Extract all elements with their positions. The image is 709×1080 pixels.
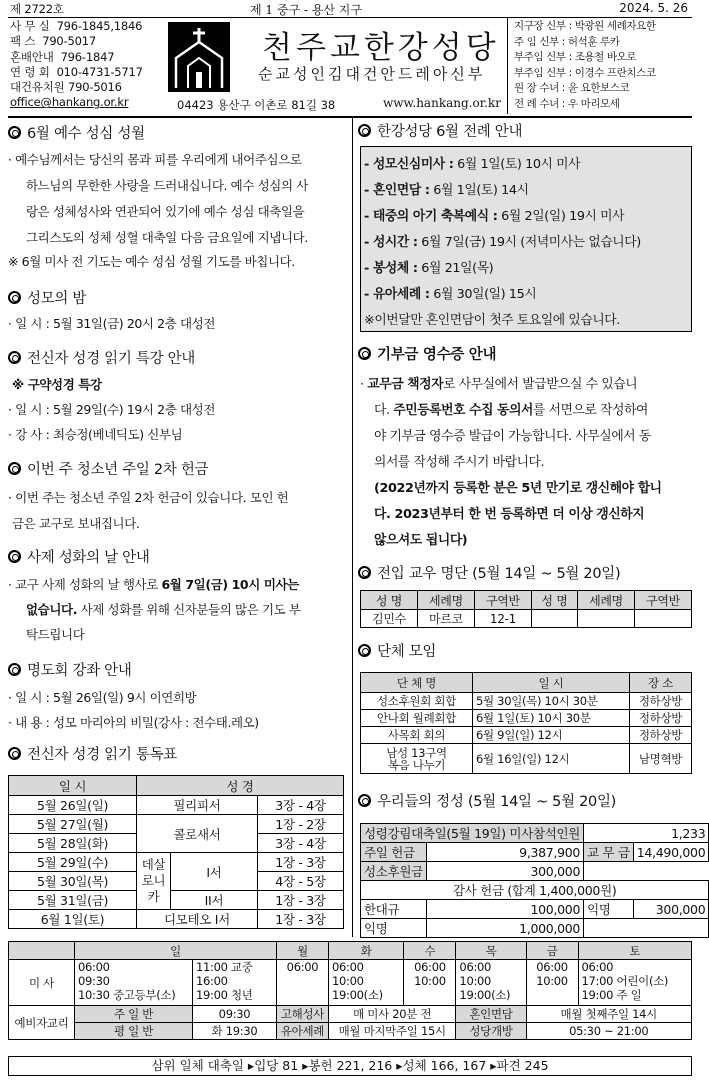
bullet-circle-icon [8,462,21,475]
text-line: 야 기부금 영수증 발급이 가능합니다. 사무실에서 동 [374,429,651,444]
text-line: 하느님의 무한한 사랑을 드러내십니다. 예수 성심의 사 [26,178,308,193]
text-line: 다. 주민등록번호 수집 동의서를 서면으로 작성하여 [374,403,649,418]
liturgy-item: - 성모신심미사 : 6월 1일(토) 10시 미사 [364,157,581,172]
text-line: · 내 용 : 성모 마리아의 비밀(강사 : 전수태.레오) [8,715,259,730]
table-row: 주일 헌금 9,387,900 교 무 금 14,490,000 [361,843,709,862]
contact-list [10,19,143,111]
table-row: 5월 28일(화) 3장 - 4장 [9,834,344,853]
text-line: · 교구 사제 성화의 날 행사로 6월 7일(금) 10시 미사는 [8,577,299,592]
section-title: 사제 성화의 날 안내 [8,546,150,567]
clergy-item: 전 례 수녀 : 우 마리모세 [514,97,620,110]
section-title: 단체 모임 [358,640,436,661]
contact-wedding: 혼배안내 796-1847 [10,49,115,64]
hymn-footer: 삼위 일체 대축일 ▸입당 81 ▸봉헌 221, 216 ▸성체 166, 167 ▸파견 245 [8,1056,692,1076]
table-row: 감사 헌금 (합계 1,400,000원) [361,881,709,900]
clergy-item: 원 장 수녀 : 윤 요한보스코 [514,82,630,95]
church-patron: 순교성인김대건안드레아신부 [258,65,486,83]
meetings-table [360,672,692,774]
clergy-list [514,19,656,113]
table-row: 남성 13구역 복음 나누기 6월 16일(일) 12시 남명혁방 [361,744,692,774]
text-line: · 일 시 : 5월 26일(일) 9시 이연희방 [8,690,197,705]
text-line: 탁드립니다 [26,627,85,642]
note-line: ※ 6월 미사 전 기도는 예수 성심 성월 기도를 바칩니다. [8,254,295,269]
table-header-row: 단 체 명 일 시 장 소 [361,673,692,693]
table-header: 성 경 [137,776,344,796]
text-line: · 이번 주는 청소년 주일 2차 헌금이 있습니다. 모인 헌 [8,490,289,505]
clergy-item: 주 임 신부 : 허석훈 루카 [514,35,620,48]
text-line: · 예수님께서는 당신의 몸과 피를 우리에게 내어주심으로 [8,152,302,167]
text-line: 그리스도의 성체 성혈 대축일 다음 금요일에 지냅니다. [26,230,308,245]
section-title: 기부금 영수증 안내 [358,343,496,364]
email-link[interactable]: office@hankang.or.kr [10,95,129,110]
bullet-circle-icon [358,347,371,360]
text-line: 금은 교구로 보내집니다. [12,516,140,531]
issue-number: 제 2722호 [10,2,64,16]
bullet-circle-icon [8,126,21,139]
text-line: 않으셔도 됩니다) [374,533,468,548]
text-line: · 교무금 책정자로 사무실에서 발급받으실 수 있습니 [360,377,638,392]
table-row: 익명 1,000,000 [361,919,709,938]
table-header-row: 성 명 세례명 구역반 성 명 세례명 구역반 [361,591,692,610]
text-line: ※ 구약성경 특강 [12,377,102,392]
table-row: 한대규 100,000 익명 300,000 [361,900,709,919]
liturgy-item: - 봉성체 : 6월 21일(목) [364,261,494,276]
bullet-circle-icon [8,550,21,563]
table-row: 예비자교리 주 일 반 09:30 고해성사 매 미사 20분 전 혼인면담 매월 첫째주일 14시 [9,1006,692,1023]
table-row: 미 사 06:00 09:30 10:30 중고등부(소) 11:00 교중 16:00 19:00 청년 06:00 06:00 10:00 19:00(소) 06:00 10:00 06:00 10:00 19:00(소) 06:00 10:00 06:00 17:00 어린이(소) 19:00 주 일 [9,960,692,1006]
table-row: 성소후원금 300,000 [361,862,709,881]
mass-schedule-table [8,941,692,1040]
table-header-row: 일 월 화 수 목 금 토 [9,942,692,960]
issue-date: 2024. 5. 26 [619,1,688,15]
table-row: 평 일 반 화 19:30 유아세례 매월 마지막주일 15시 성당개방 05:30 ~ 21:00 [9,1023,692,1040]
section-title: 명도회 강좌 안내 [8,659,132,680]
contact-kindergarten: 대건유치원 790-5016 [10,80,122,95]
table-row: 5월 26일(일) 필리피서 3장 - 4장 [9,796,344,815]
text-line: 랑은 성체성사와 연관되어 있기에 예수 성심 대축일을 [26,204,305,219]
liturgy-item: - 유아세례 : 6월 30일(일) 15시 [364,287,537,302]
section-title: 전입 교우 명단 (5월 14일 ~ 5월 20일) [358,562,620,583]
table-row: 5월 30일(목) 4장 - 5장 [9,872,344,891]
table-row: 사목회 회의 6월 9일(일) 12시 정하상방 [361,727,692,744]
section-title: 성모의 밤 [8,287,86,308]
church-title: 천주교한강성당 [262,30,500,66]
church-address: 04423 용산구 이촌로 81길 38 [177,98,336,112]
church-website[interactable]: www.hankang.or.kr [383,96,501,110]
table-row: 성령강림대축일(5월 19일) 미사참석인원 1,233 [361,824,709,843]
bullet-circle-icon [8,663,21,676]
table-row: 6월 1일(토) 디모테오 I서 1장 - 3장 [9,910,344,929]
contact-office: 사 무 실 796-1845,1846 [10,19,143,33]
table-row: 김민수 마르코 12-1 [361,610,692,628]
clergy-item: 부주임 신부 : 조용철 바오로 [514,51,637,64]
offerings-table [360,823,709,938]
table-row: 5월 27일(월) 콜로새서 1장 - 2장 [9,815,344,834]
table-header: 일 시 [9,776,137,796]
clergy-item: 지구장 신부 : 박광원 세례자요한 [514,20,656,32]
text-line: 없습니다. 사제 성화를 위해 신자분들의 많은 기도 부 [26,602,301,617]
text-line: (2022년까지 등록한 분은 5년 만기로 갱신해야 합니 [374,481,662,496]
table-row: 5월 31일(금) II서 1장 - 3장 [9,891,344,910]
bullet-circle-icon [358,566,371,579]
contact-elders: 연 령 회 010-4731-5717 [10,64,143,79]
contact-fax: 팩 스 790-5017 [10,34,96,49]
text-line: · 일 시 : 5월 29일(수) 19시 2층 대성전 [8,402,215,417]
district-label: 제 1 중구 - 용산 지구 [250,3,362,17]
liturgy-item: - 성시간 : 6월 7일(금) 19시 (저녁미사는 없습니다) [364,235,641,250]
text-line: 다. 2023년부터 한 번 등록하면 더 이상 갱신하지 [374,507,645,522]
bullet-circle-icon [358,794,371,807]
text-line: · 일 시 : 5월 31일(금) 20시 2층 대성전 [8,316,215,331]
section-title: 한강성당 6월 전례 안내 [358,120,522,141]
section-title: 6월 예수 성심 성월 [8,122,145,143]
bullet-circle-icon [358,644,371,657]
bullet-circle-icon [8,291,21,304]
table-row: 안나회 월례회합 6월 1일(토) 10시 30분 정하상방 [361,710,692,727]
clergy-item: 부주임 신부 : 이경수 프란치스코 [514,66,656,79]
bullet-circle-icon [358,124,371,137]
church-logo-icon [168,22,230,92]
reading-table [8,775,344,929]
bullet-circle-icon [8,351,21,364]
table-header-row [9,776,344,796]
table-row: 5월 29일(수) 데살로니카 I서 1장 - 3장 [9,853,344,872]
text-line: · 강 사 : 최승정(베네딕도) 신부님 [8,427,183,442]
section-title: 우리들의 정성 (5월 14일 ~ 5월 20일) [358,790,616,811]
liturgy-note: ※이번달만 혼인면담이 첫주 토요일에 있습니다. [364,313,620,328]
section-title: 전신자 성경 읽기 특강 안내 [8,347,195,368]
section-title: 전신자 성경 읽기 통독표 [8,743,177,764]
liturgy-item: - 혼인면담 : 6월 1일(토) 14시 [364,183,529,198]
text-line: 의서를 작성해 주시기 바랍니다. [374,455,545,470]
table-row: 성소후원회 회합 5월 30일(목) 10시 30분 정하상방 [361,693,692,710]
liturgy-item: - 태중의 아기 축복예식 : 6월 2일(일) 19시 미사 [364,209,625,224]
section-title: 이번 주 청소년 주일 2차 헌금 [8,458,208,479]
newcomers-table [360,590,692,628]
bullet-circle-icon [8,747,21,760]
